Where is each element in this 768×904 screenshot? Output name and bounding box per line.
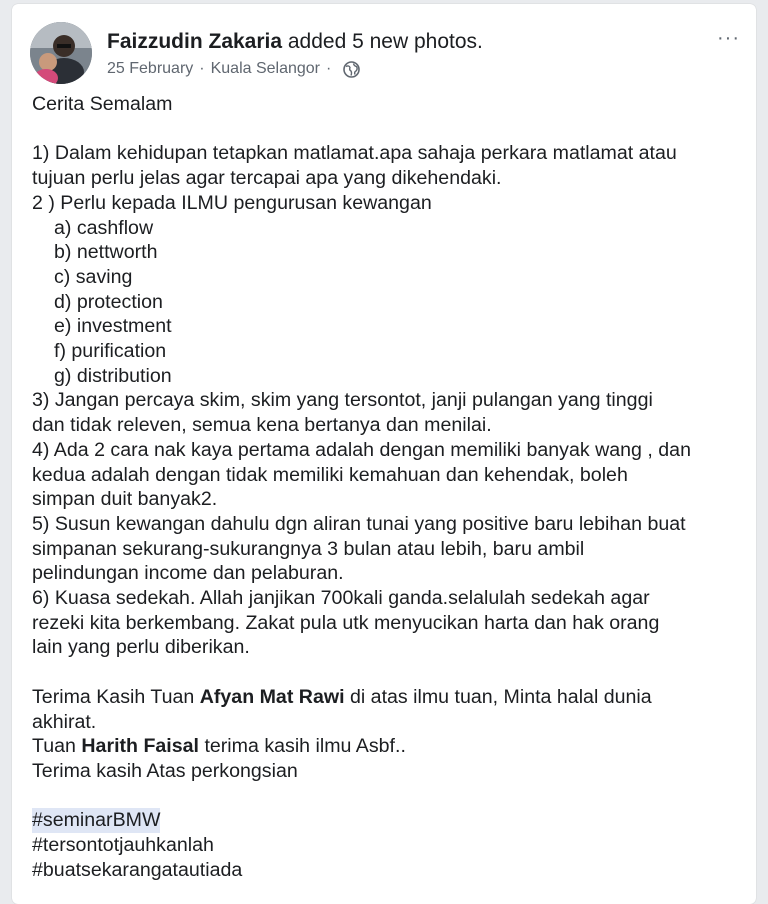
post-title: Cerita Semalam (32, 93, 173, 115)
meta-separator-2: · (326, 60, 332, 77)
point-2-intro: 2 ) Perlu kepada ILMU pengurusan kewangan (32, 191, 432, 214)
meta-separator: · (199, 60, 205, 77)
mention-afyan-mat-rawi[interactable]: Afyan Mat Rawi (199, 685, 345, 708)
blank-line (32, 784, 752, 809)
point-4-line-3: simpan duit banyak2. (32, 488, 218, 511)
post-meta (107, 60, 360, 78)
hashtag-row (32, 833, 752, 858)
list-item: e) investment (54, 315, 172, 338)
mention-harith-faisal[interactable]: Harith Faisal (81, 735, 199, 758)
point-1-line-2: tujuan perlu jelas agar tercapai apa yang dikehendaki. (32, 167, 502, 190)
thanks-text: Terima Kasih Tuan (32, 685, 200, 708)
list-item: f) purification (54, 340, 167, 363)
thanks-line-3 (32, 734, 752, 759)
point-4-line-2: kedua adalah dengan tidak memiliki kemahuan dan kehendak, boleh (32, 463, 628, 486)
author-avatar[interactable] (30, 22, 92, 84)
point-5-line-2: simpanan sekurang-sukurangnya 3 bulan atau lebih, baru ambil (32, 537, 585, 560)
hashtag-row (32, 858, 752, 883)
hashtag-link[interactable]: #buatsekarangatautiada (32, 858, 243, 881)
list-item: d) protection (54, 290, 163, 313)
author-name-link[interactable]: Faizzudin Zakaria (107, 30, 283, 53)
point-1-line-1: 1) Dalam kehidupan tetapkan matlamat.apa sahaja perkara matlamat atau (32, 142, 677, 165)
post-body (32, 92, 752, 882)
thanks-text: Tuan (32, 735, 82, 758)
point-3-line-2: dan tidak releven, semua kena bertanya dan menilai. (32, 414, 492, 437)
blank-line (32, 117, 752, 142)
point-4-line-1: 4) Ada 2 cara nak kaya pertama adalah dengan memiliki banyak wang , dan (32, 438, 691, 461)
blank-line (32, 660, 752, 685)
post-date-link[interactable]: 25 February (107, 60, 194, 77)
point-6-line-2: rezeki kita berkembang. Zakat pula utk menyucikan harta dan hak orang (32, 611, 660, 634)
post-card (12, 4, 756, 904)
point-5-line-1: 5) Susun kewangan dahulu dgn aliran tunai yang positive baru lebihan buat (32, 512, 686, 535)
thanks-line-1 (32, 685, 752, 710)
thanks-text: terima kasih ilmu Asbf.. (199, 735, 406, 758)
post-header-line (107, 30, 483, 54)
hashtag-link[interactable]: #tersontotjauhkanlah (32, 834, 214, 857)
point-5-line-3: pelindungan income dan pelaburan. (32, 562, 344, 585)
avatar-photo (30, 22, 92, 84)
point-3-line-1: 3) Jangan percaya skim, skim yang tersontot, janji pulangan yang tinggi (32, 389, 653, 412)
thanks-text: di atas ilmu tuan, Minta halal dunia (344, 685, 652, 708)
thanks-line-4: Terima kasih Atas perkongsian (32, 759, 298, 782)
post-location-link[interactable]: Kuala Selangor (210, 60, 321, 77)
post-action-text: added 5 new photos. (282, 30, 483, 53)
list-item: b) nettworth (54, 241, 158, 264)
point-6-line-1: 6) Kuasa sedekah. Allah janjikan 700kali ganda.selalulah sedekah agar (32, 587, 650, 610)
hashtag-row (32, 808, 752, 833)
point-6-line-3: lain yang perlu diberikan. (32, 636, 250, 659)
thanks-line-2: akhirat. (32, 710, 97, 733)
more-dots-icon[interactable]: ··· (717, 27, 740, 49)
list-item: a) cashflow (54, 216, 154, 239)
list-item: g) distribution (54, 364, 172, 387)
list-item: c) saving (54, 265, 133, 288)
globe-icon[interactable] (343, 61, 360, 78)
hashtag-link[interactable]: #seminarBMW (32, 809, 161, 832)
